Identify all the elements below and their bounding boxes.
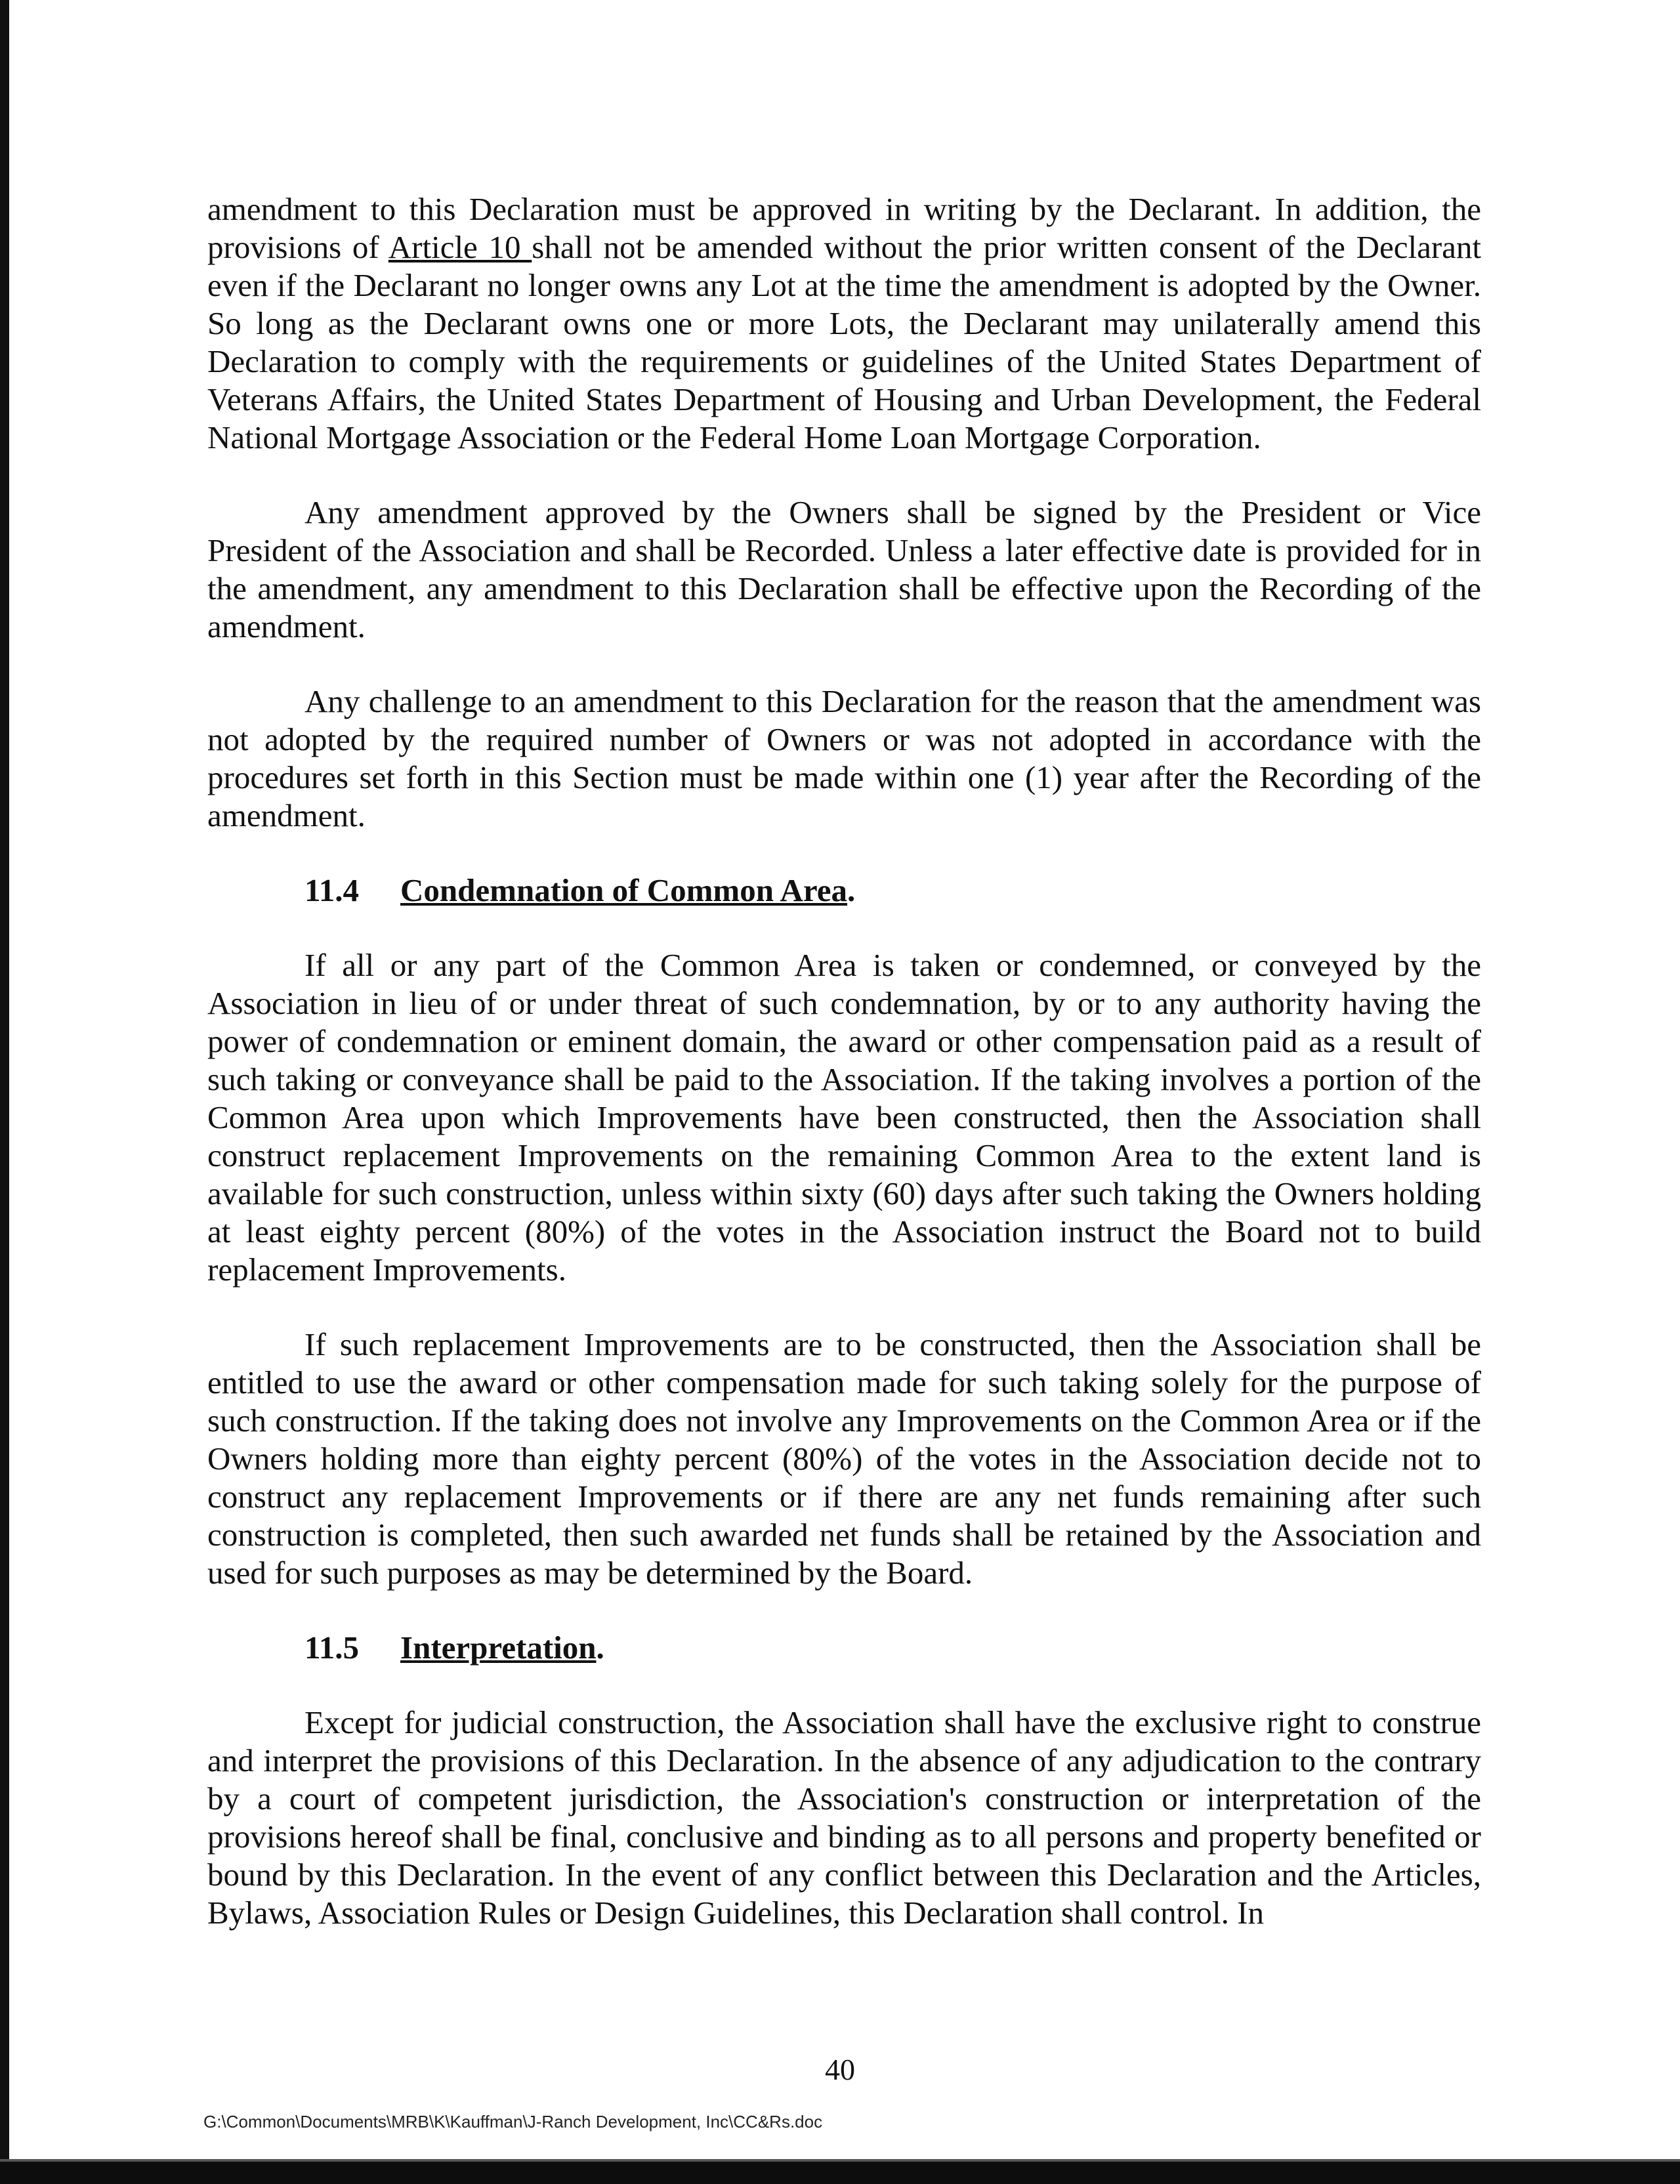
section-title-suffix: .: [847, 872, 856, 908]
paragraph-condemnation: If all or any part of the Common Area is taken or condemned, or conveyed by the Association in lieu of or under threat of such condemnation, by or to any authority having the power of condemnation or eminent domain, the award or other compensation paid as a result of such taking or conveyance shall be paid to the Association. If the taking involves a portion of the Common Area upon which Improvements have been constructed, then the Association shall construct replacement Improvements on the remaining Common Area to the extent land is available for such construction, unless within sixty (60) days after such taking the Owners holding at least eighty percent (80%) of the votes in the Association instruct the Board not to build replacement Improvements.: [207, 947, 1481, 1288]
paragraph-text: shall not be amended without the prior written consent of the Declarant even if the Declarant no longer owns any Lot at the time the amendment is adopted by the Owner. So long as the Declarant owns one or more Lots, the Declarant may unilaterally amend this Declaration to comply with the requirements or guidelines of the United States Department of Veterans Affairs, the United States Department of Housing and Urban Development, the Federal National Mortgage Association or the Federal Home Loan Mortgage Corporation.: [207, 229, 1482, 455]
section-heading-11-4: [304, 872, 1481, 910]
scan-left-edge: [0, 0, 9, 2184]
paragraph-text: amendment to this Declaration must be approved in writing by the Declarant. In addition, the provisions of: [207, 191, 1481, 265]
section-title-suffix: .: [596, 1629, 604, 1666]
paragraph-interpretation: Except for judicial construction, the Association shall have the exclusive right to construe and interpret the provisions of this Declaration. In the absence of any adjudication to the contrary by a court of competent jurisdiction, the Association's construction or interpretation of the provisions hereof shall be final, conclusive and binding as to all persons and property benefited or bound by this Declaration. In the event of any conflict between this Declaration and the Articles, Bylaws, Association Rules or Design Guidelines, this Declaration shall control. In: [207, 1704, 1481, 1931]
scan-bottom-edge: [0, 2162, 1680, 2184]
article-10-reference: Article 10: [388, 229, 532, 265]
section-title: Condemnation of Common Area: [400, 872, 848, 908]
footer-file-path: G:\Common\Documents\MRB\K\Kauffman\J-Ranch Development, Inc\CC&Rs.doc: [203, 2112, 823, 2132]
section-number: 11.5: [304, 1629, 360, 1666]
section-heading-11-5: [304, 1629, 1481, 1667]
paragraph-amendment-signing: Any amendment approved by the Owners shall be signed by the President or Vice President of the Association and shall be Recorded. Unless a later effective date is provided for in the amendment, any amendment to this Declaration shall be effective upon the Recording of the amendment.: [207, 494, 1481, 644]
document-body: [207, 190, 1481, 1969]
section-title: Interpretation: [400, 1629, 597, 1666]
page-number: 40: [825, 2053, 855, 2086]
paragraph-amendment-approval: [207, 190, 1481, 457]
section-number: 11.4: [304, 872, 360, 908]
paragraph-replacement-improvements: If such replacement Improvements are to be constructed, then the Association shall be entitled to use the award or other compensation made for such taking solely for the purpose of such construction. If the taking does not involve any Improvements on the Common Area or if the Owners holding more than eighty percent (80%) of the votes in the Association decide not to construct any replacement Improvements or if there are any net funds remaining after such construction is completed, then such awarded net funds shall be retained by the Association and used for such purposes as may be determined by the Board.: [207, 1326, 1481, 1591]
paragraph-amendment-challenge: Any challenge to an amendment to this Declaration for the reason that the amendment was not adopted by the required number of Owners or was not adopted in accordance with the procedures set forth in this Section must be made within one (1) year after the Recording of the amendment.: [207, 683, 1481, 833]
